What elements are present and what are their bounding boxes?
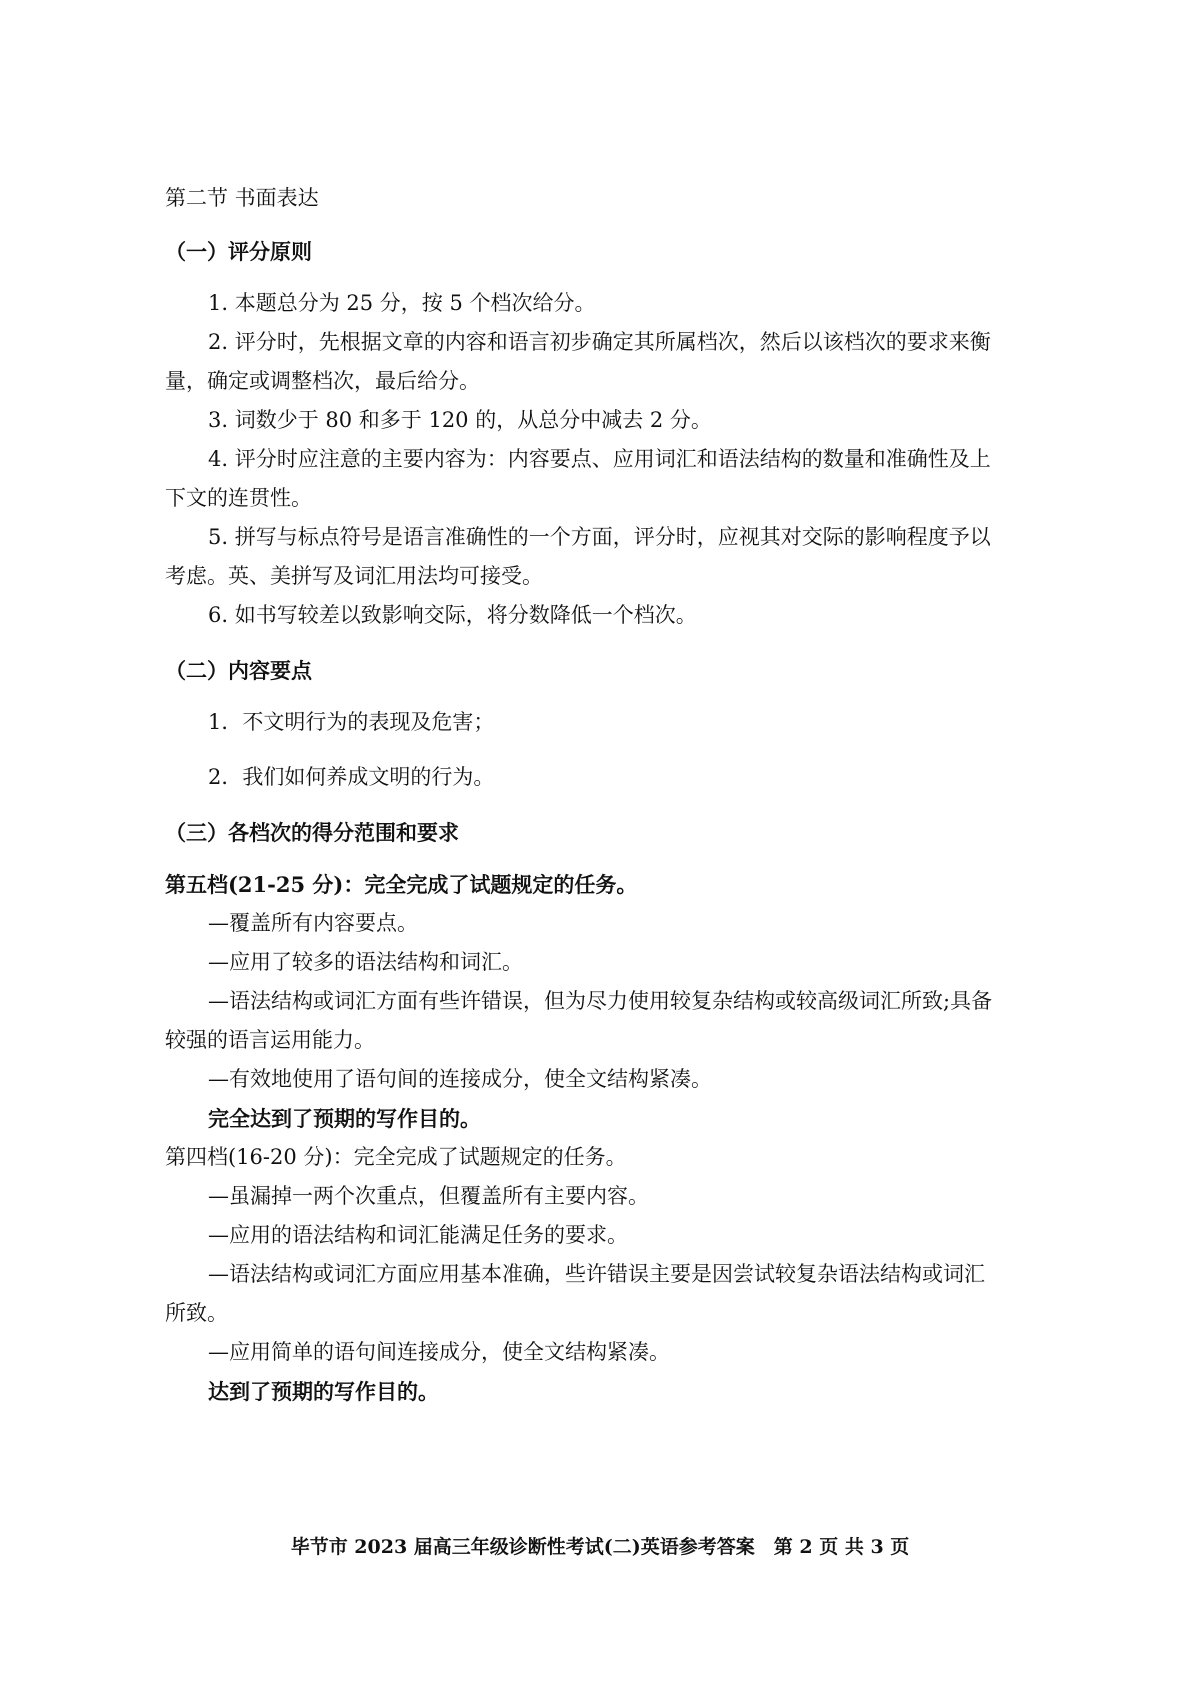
level-5-title: 第五档(21-25 分)：完全完成了试题规定的任务。 (165, 872, 638, 897)
level-5-item-4: —有效地使用了语句间的连接成分，使全文结构紧凑。 (208, 1067, 712, 1091)
scoring-rules-list (165, 284, 1055, 635)
rule-2-line-1: 2. 评分时，先根据文章的内容和语言初步确定其所属档次，然后以该档次的要求来衡 (208, 330, 991, 354)
level-5-item-3-line-2: 较强的语言运用能力。 (165, 1028, 375, 1052)
document-body (165, 178, 1055, 1411)
level-4-title: 第四档(16-20 分)：完全完成了试题规定的任务。 (165, 1145, 627, 1169)
level-4-item-4: —应用简单的语句间连接成分，使全文结构紧凑。 (208, 1340, 670, 1364)
level-5-conclusion: 完全达到了预期的写作目的。 (208, 1106, 481, 1131)
rule-4-line-2: 下文的连贯性。 (165, 486, 312, 510)
heading-score-levels: （三）各档次的得分范围和要求 (165, 820, 459, 845)
level-4-item-3-line-1: —语法结构或词汇方面应用基本准确，些许错误主要是因尝试较复杂语法结构或词汇 (208, 1262, 985, 1286)
level-4-item-2: —应用的语法结构和词汇能满足任务的要求。 (208, 1223, 628, 1247)
content-point-2: 2．我们如何养成文明的行为。 (208, 765, 495, 789)
level-4-item-3-line-2: 所致。 (165, 1301, 228, 1325)
rule-1-line-1: 1. 本题总分为 25 分，按 5 个档次给分。 (208, 291, 596, 315)
level-5-block (165, 865, 1055, 1138)
page-footer: 毕节市 2023 届高三年级诊断性考试(二)英语参考答案 第 2 页 共 3 页 (290, 1536, 910, 1558)
rule-3-line-1: 3. 词数少于 80 和多于 120 的，从总分中减去 2 分。 (208, 408, 712, 432)
content-points-list (165, 703, 1055, 797)
rule-2-line-2: 量，确定或调整档次，最后给分。 (165, 369, 480, 393)
rule-5-line-1: 5. 拼写与标点符号是语言准确性的一个方面，评分时，应视其对交际的影响程度予以 (208, 525, 991, 549)
level-4-conclusion: 达到了预期的写作目的。 (208, 1379, 439, 1404)
level-4-item-1: —虽漏掉一两个次重点，但覆盖所有主要内容。 (208, 1184, 649, 1208)
rule-5-line-2: 考虑。英、美拼写及词汇用法均可接受。 (165, 564, 543, 588)
rule-6-line-1: 6. 如书写较差以致影响交际，将分数降低一个档次。 (208, 603, 697, 627)
rule-4-line-1: 4. 评分时应注意的主要内容为：内容要点、应用词汇和语法结构的数量和准确性及上 (208, 447, 991, 471)
heading-scoring-principles: （一）评分原则 (165, 239, 312, 264)
content-point-1: 1．不文明行为的表现及危害； (208, 710, 495, 734)
level-4-block (165, 1138, 1055, 1411)
level-5-item-2: —应用了较多的语法结构和词汇。 (208, 950, 523, 974)
level-5-item-1: —覆盖所有内容要点。 (208, 911, 418, 935)
heading-content-points: （二）内容要点 (165, 658, 312, 683)
section-title: 第二节 书面表达 (165, 186, 319, 210)
level-5-item-3-line-1: —语法结构或词汇方面有些许错误，但为尽力使用较复杂结构或较高级词汇所致;具备 (208, 989, 993, 1013)
